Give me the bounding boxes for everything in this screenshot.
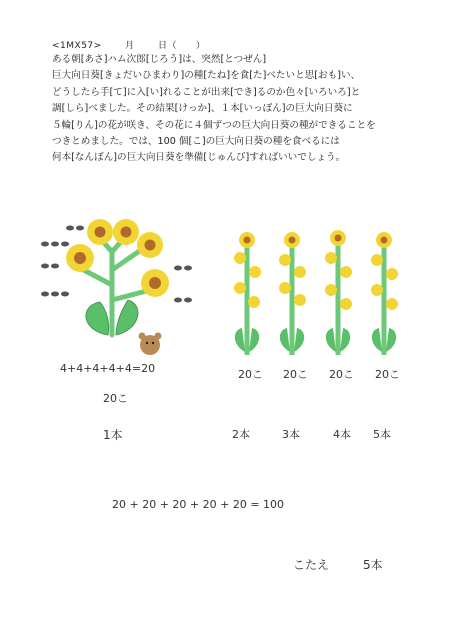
problem-line: 調[しら]べました。その結果[けっか]、１本[いっぽん]の巨大向日葵に [52,103,353,115]
small-sunflower-plant [279,232,306,355]
plant-number: 2本 [232,428,250,441]
problem-line: ある朝[あさ]ハム次郎[じろう]は、突然[とつぜん] [52,54,267,65]
sunflower-head [87,219,113,245]
plant-seed-count: 20こ [283,368,308,381]
plant-number: 5本 [373,428,391,441]
sunflower-head [141,269,169,297]
hamster-icon [139,333,162,356]
big-sunflower-illustration [41,219,192,355]
problem-line: 巨大向日葵[きょだいひまわり]の種[たね]を食[た]べたいと思[おも]い、 [52,70,361,82]
answer-value: 5本 [363,558,383,572]
worksheet-code: <1MX57> [52,41,102,51]
total-sum-equation: 20 + 20 + 20 + 20 + 20 = 100 [112,498,285,511]
problem-line: ５輪[りん]の花が咲き、その花に４個ずつの巨大向日葵の種ができることを [52,119,376,131]
sunflower-head [113,219,139,245]
small-sunflower-plants [234,230,398,355]
answer-label: こたえ [293,558,330,572]
plant-seed-count: 20こ [238,368,263,381]
problem-line: どうしたら手[て]に入[い]れることが出来[でき]るのか色々[いろいろ]と [52,86,361,98]
problem-line: つきとめました。では、100 個[こ]の巨大向日葵の種を食べるには [52,136,340,148]
month-label: 月 [125,41,135,51]
plant-seed-count: 20こ [329,368,354,381]
small-sunflower-plant [234,232,261,355]
sunflower-head [137,232,163,258]
plant-number: 3本 [282,428,300,441]
small-sunflower-plant [325,230,352,355]
problem-line: 何本[なんぼん]の巨大向日葵を準備[じゅんび]すればいいでしょう。 [52,152,346,164]
seed-sum-equation: 4+4+4+4+4=20 [60,362,156,375]
small-sunflower-plant [371,232,398,355]
day-label: 日（ ） [157,41,206,51]
seeds-per-plant: 20こ [103,392,128,405]
plant-seed-count: 20こ [375,368,400,381]
sunflower-head [66,244,94,272]
plant-number: 4本 [333,428,351,441]
one-plant-label: 1本 [103,428,123,442]
